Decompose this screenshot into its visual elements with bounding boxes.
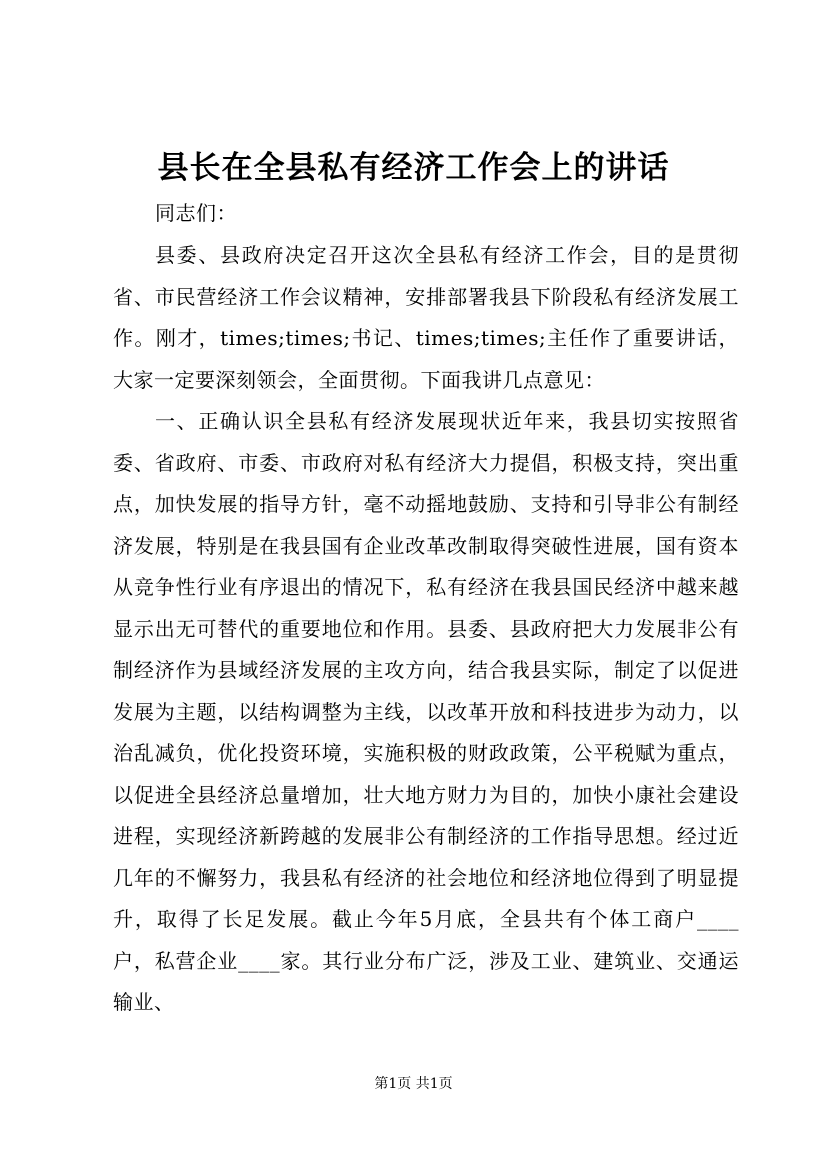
page-footer: 第1页 共1页 (374, 1076, 453, 1092)
paragraph-2: 一、正确认识全县私有经济发展现状近年来，我县切实按照省委、省政府、市委、市政府对私有经济大力提倡，积极支持，突出重点，加快发展的指导方针，毫不动摇地鼓励、支持和引导非公有制经济发展，特别是在我县国有企业改革改制取得突破性进展，国有资本从竞争性行业有序退出的情况下，私有经济在我县国民经济中越来越显示出无可替代的重要地位和作用。县委、县政府把大力发展非公有制经济作为县域经济发展的主攻方向，结合我县实际，制定了以促进发展为主题，以结构调整为主线，以改革开放和科技进步为动力，以治乱减负，优化投资环境，实施积极的财政政策，公平税赋为重点，以促进全县经济总量增加，壮大地方财力为目的，加快小康社会建设进程，实现经济新跨越的发展非公有制经济的工作指导思想。经过近几年的不懈努力，我县私有经济的社会地位和经济地位得到了明显提升，取得了长足发展。截止今年5月底，全县共有个体工商户____户，私营企业____家。其行业分布广泛，涉及工业、建筑业、交通运输业、 (113, 409, 739, 1014)
paragraph-1: 县委、县政府决定召开这次全县私有经济工作会，目的是贯彻省、市民营经济工作会议精神，安排部署我县下阶段私有经济发展工作。刚才，times;times;书记、times;times;主任作了重要讲话，大家一定要深刻领会，全面贯彻。下面我讲几点意见： (113, 243, 739, 392)
salutation: 同志们： (155, 201, 237, 225)
document-title: 县长在全县私有经济工作会上的讲话 (157, 150, 670, 186)
